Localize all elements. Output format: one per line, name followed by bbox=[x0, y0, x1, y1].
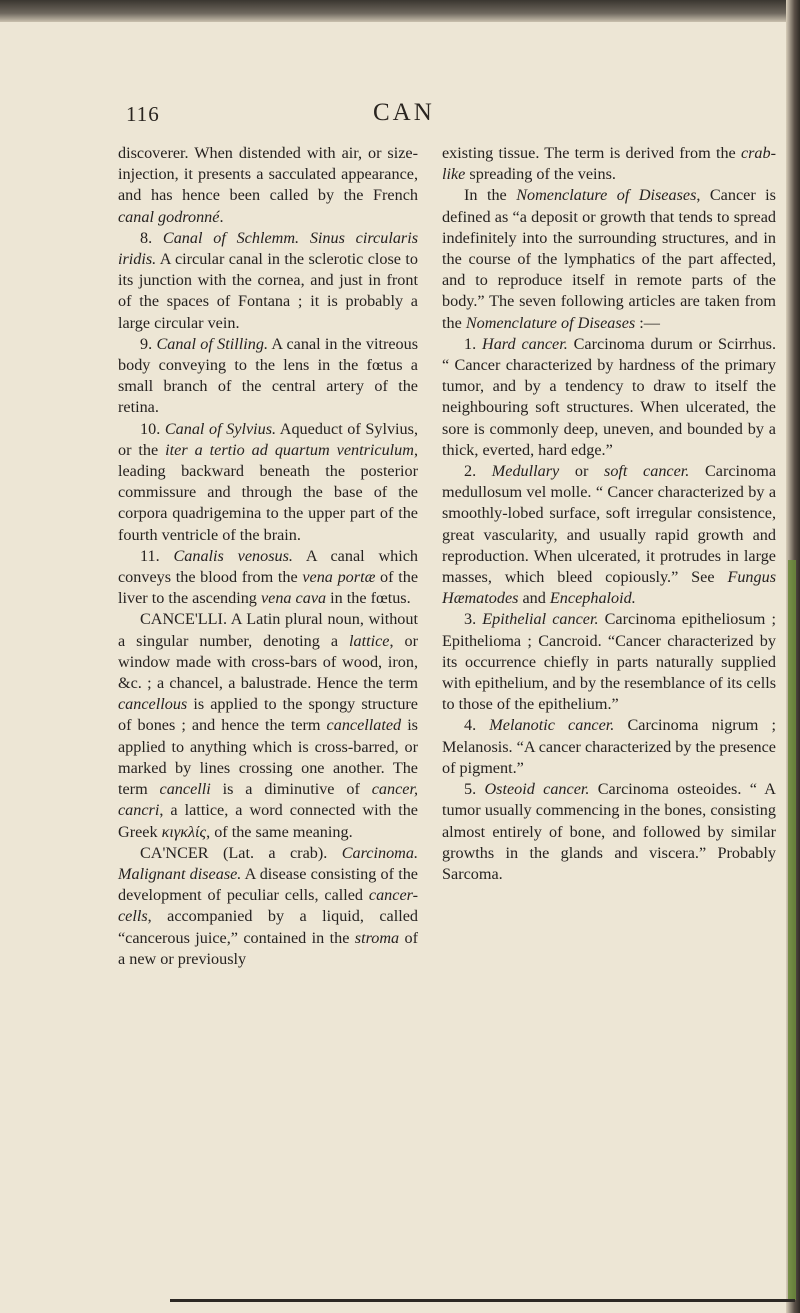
text-run: Aqueduct of Sylvius, or the bbox=[118, 419, 418, 459]
paragraph bbox=[118, 609, 418, 842]
text-run: A circular canal in the sclerotic close to its junction with the cornea, and just in front of the spaces of Fontana ; it is probably a large circular vein. bbox=[118, 250, 418, 332]
italic-text: Fungus Hæmatodes bbox=[442, 568, 776, 608]
text-run: is applied to anything which is cross-barred, or marked by lines crossing one another. The term bbox=[118, 716, 418, 799]
italic-text: κιγκλίς bbox=[161, 822, 207, 841]
running-headword: CAN bbox=[373, 99, 435, 126]
italic-text: Canal of Schlemm. Sinus circularis iridis. bbox=[118, 228, 419, 269]
text-run: CA'NCER (Lat. a crab). bbox=[140, 843, 342, 862]
text-run: 11. bbox=[140, 546, 174, 565]
italic-text: Canal of Sylvius. bbox=[164, 419, 277, 438]
italic-text: Melanotic cancer. bbox=[489, 716, 615, 735]
bottom-rule bbox=[170, 1299, 795, 1302]
text-run: is a diminutive of bbox=[210, 780, 372, 799]
text-run: A disease consisting of the development of peculiar cells, called bbox=[118, 864, 418, 905]
paragraph bbox=[442, 609, 776, 715]
paragraph bbox=[118, 334, 418, 419]
italic-text: cancer, cancri bbox=[118, 780, 418, 820]
page-top-shadow bbox=[0, 0, 800, 22]
text-run: . bbox=[219, 207, 224, 226]
italic-text: cancellated bbox=[326, 716, 402, 735]
paragraph bbox=[442, 143, 776, 185]
italic-text: soft cancer. bbox=[604, 462, 690, 481]
italic-text: Carcinoma. Malignant disease. bbox=[118, 843, 418, 883]
text-run: existing tissue. The term is derived from the bbox=[442, 144, 741, 162]
text-run: Carcinoma durum or Scirrhus. “ Cancer characterized by hardness of the primary tumor, and by a tendency to draw to itself the neighbouring soft structures. When ulcerated, the sore is commonly deep, uneven, and bounded by a thick, everted, hard edge.” bbox=[442, 334, 777, 459]
text-run: :— bbox=[635, 313, 660, 332]
italic-text: lattice bbox=[349, 631, 390, 650]
page-number: 116 bbox=[126, 102, 160, 126]
italic-text: stroma bbox=[354, 928, 400, 947]
italic-text: cancelli bbox=[159, 780, 211, 799]
text-run: 2. bbox=[464, 462, 492, 481]
text-run: , leading backward beneath the posterior commissure and through the base of the corpora quadrigemina to the upper part of the fourth ventricle of the brain. bbox=[118, 440, 418, 544]
text-run: 9. bbox=[140, 334, 157, 353]
text-run: Carcinoma osteoides. “ A tumor usually commencing in the bones, consisting almost entirely of bone, and followed by similar growths in the glands and viscera.” Probably Sarcoma. bbox=[442, 780, 776, 883]
paragraph bbox=[118, 228, 418, 334]
italic-text: iter a tertio ad quartum ventriculum bbox=[165, 440, 414, 459]
binding-strip bbox=[788, 560, 796, 1300]
paragraph bbox=[118, 143, 418, 228]
text-run: spreading of the veins. bbox=[465, 165, 616, 184]
text-run: , accompanied by a liquid, called “cancerous juice,” contained in the bbox=[118, 907, 418, 947]
italic-text: Medullary bbox=[491, 462, 560, 481]
italic-text: canal godronné bbox=[118, 207, 220, 226]
italic-text: crab-like bbox=[442, 144, 776, 184]
italic-text: Nomenclature of Diseases bbox=[465, 313, 636, 332]
paragraph bbox=[442, 185, 776, 333]
text-run: In the bbox=[464, 186, 517, 205]
text-run: 5. bbox=[464, 780, 485, 799]
text-run: 10. bbox=[140, 419, 165, 438]
italic-text: Encephaloid. bbox=[549, 589, 636, 608]
italic-text: vena portæ bbox=[302, 568, 376, 587]
italic-text: Epithelial cancer. bbox=[482, 610, 599, 629]
italic-text: cancellous bbox=[118, 695, 188, 714]
text-run: 4. bbox=[464, 716, 490, 735]
paragraph bbox=[118, 546, 418, 610]
text-run: Carcinoma epitheliosum ; Epithelioma ; Cancroid. “Cancer characterized by its occurrence chiefly in parts naturally supplied with epithelium, and by the resemblance of its cells to those of the epithelium.” bbox=[442, 610, 777, 714]
text-run: , Cancer is defined as “a deposit or growth that tends to spread indefinitely into the surrounding structures, and in the course of the lymphatics of the part affected, and to reproduce itself in remote parts of the body.” The seven following articles are taken from the bbox=[442, 186, 776, 332]
italic-text: Canalis venosus. bbox=[173, 546, 293, 565]
paragraph bbox=[442, 461, 776, 609]
text-run: is applied to the spongy structure of bones ; and hence the term bbox=[118, 695, 418, 735]
text-run: of the liver to the ascending bbox=[118, 568, 418, 608]
text-run: 1. bbox=[464, 334, 483, 353]
paragraph bbox=[442, 779, 776, 885]
italic-text: cancer-cells bbox=[118, 886, 418, 926]
paragraph bbox=[442, 715, 776, 779]
italic-text: Hard cancer. bbox=[482, 334, 568, 353]
text-run: or bbox=[559, 462, 605, 481]
text-run: discoverer. When distended with air, or size-injection, it presents a sacculated appearance, and has hence been called by the French bbox=[118, 144, 418, 205]
text-run: and bbox=[518, 589, 550, 608]
paragraph bbox=[118, 419, 418, 546]
right-column bbox=[442, 143, 776, 885]
text-run: A canal which conveys the blood from the bbox=[118, 546, 419, 587]
italic-text: vena cava bbox=[260, 589, 327, 608]
text-run: of a new or previously bbox=[118, 928, 418, 968]
text-run: Carcinoma medullosum vel molle. “ Cancer characterized by a smoothly-lobed surface, soft irregular consistence, great vascularity, and usually rapid growth and reproduction. When ulcerated, it protrudes in large masses, which bleed copiously.” See bbox=[442, 462, 777, 587]
paragraph bbox=[118, 843, 418, 970]
text-run: A canal in the vitreous body conveying to the lens in the fœtus a small branch of the central artery of the retina. bbox=[118, 334, 419, 417]
text-run: 3. bbox=[464, 610, 483, 629]
paragraph bbox=[442, 334, 776, 461]
text-run: in the fœtus. bbox=[326, 589, 411, 608]
text-run: CANCE'LLI. A Latin plural noun, without a singular number, denoting a bbox=[118, 610, 418, 650]
text-run: , a lattice, a word connected with the Greek bbox=[118, 801, 418, 841]
italic-text: Osteoid cancer. bbox=[484, 780, 590, 799]
italic-text: Canal of Stilling. bbox=[156, 334, 268, 353]
text-run: 8. bbox=[140, 228, 163, 247]
text-run: , or window made with cross-bars of wood, iron, &c. ; a chancel, a balustrade. Hence the term bbox=[118, 631, 418, 693]
left-column bbox=[118, 143, 418, 970]
text-run: , of the same meaning. bbox=[206, 822, 353, 841]
italic-text: Nomenclature of Diseases bbox=[516, 186, 697, 205]
text-run: Carcinoma nigrum ; Melanosis. “A cancer characterized by the presence of pigment.” bbox=[442, 716, 777, 777]
